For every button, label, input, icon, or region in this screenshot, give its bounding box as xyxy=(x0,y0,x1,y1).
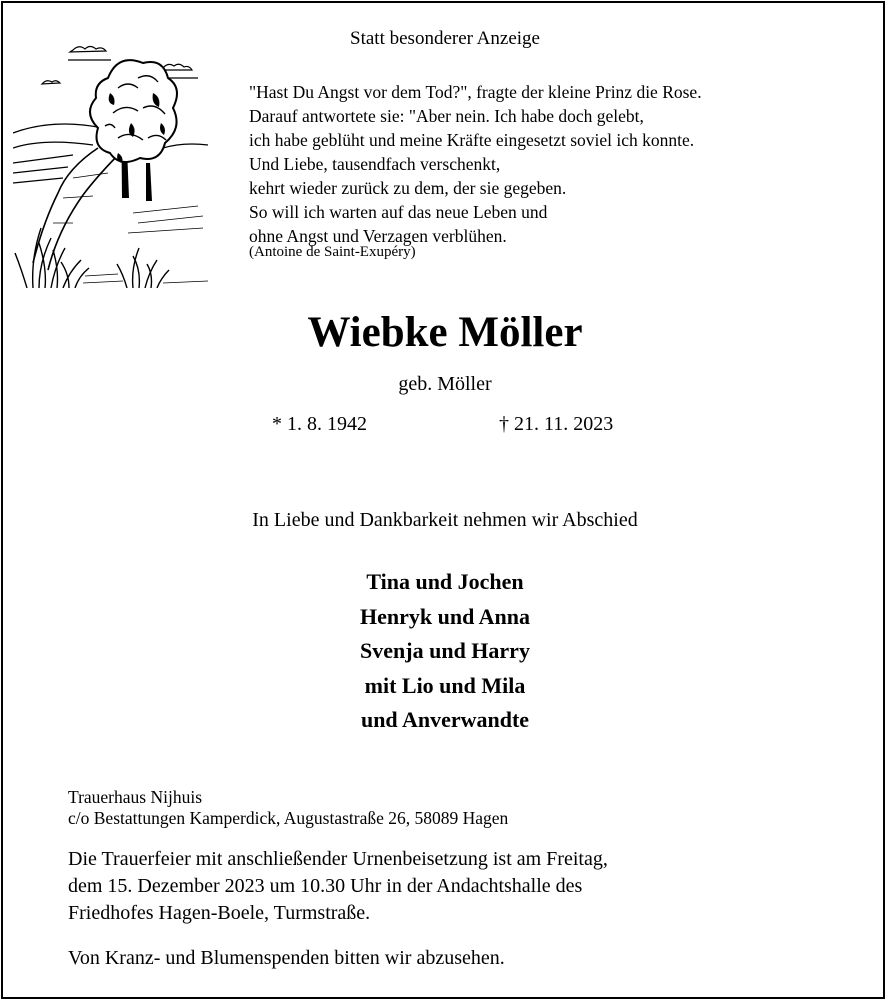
maiden-name: geb. Möller xyxy=(398,373,492,395)
poem-line: ich habe geblüht und meine Kräfte eingesetzt soviel ich konnte. xyxy=(249,130,695,150)
poem-attribution: (Antoine de Saint-Exupéry) xyxy=(249,244,416,260)
poem-line: ohne Angst und Verzagen verblühen. xyxy=(249,226,507,246)
address-line: Trauerhaus Nijhuis xyxy=(68,787,203,807)
farewell-line: In Liebe und Dankbarkeit nehmen wir Abschied xyxy=(252,509,638,531)
mourner-entry: und Anverwandte xyxy=(360,707,530,732)
mourner-entry: Tina und Jochen xyxy=(366,569,524,594)
mourner-entry: mit Lio und Mila xyxy=(364,672,526,698)
obituary-notice xyxy=(1,1,885,999)
service-details xyxy=(68,846,608,927)
mourner-entry: Svenja und Harry xyxy=(360,638,530,663)
mourners-list xyxy=(3,565,886,738)
poem-line: So will ich warten auf das neue Leben und xyxy=(249,202,548,222)
mourner-entry: Henryk und Anna xyxy=(360,603,530,629)
wreath-note: Von Kranz- und Blumenspenden bitten wir abzusehen. xyxy=(68,947,505,969)
deceased-name: Wiebke Möller xyxy=(307,309,583,356)
address-line: c/o Bestattungen Kamperdick, Augustastraße 26, 58089 Hagen xyxy=(68,808,509,828)
poem-line: kehrt wieder zurück zu dem, der sie gegeben. xyxy=(249,178,567,198)
service-line: dem 15. Dezember 2023 um 10.30 Uhr in der Andachtshalle des xyxy=(68,875,583,897)
service-line: Die Trauerfeier mit anschließender Urnenbeisetzung ist am Freitag, xyxy=(68,848,608,870)
poem-line: Und Liebe, tausendfach verschenkt, xyxy=(249,154,501,174)
death-date: † 21. 11. 2023 xyxy=(499,413,614,435)
notice-header: Statt besonderer Anzeige xyxy=(350,28,540,49)
mourning-address xyxy=(68,787,508,829)
poem xyxy=(249,80,702,248)
poem-line: Darauf antwortete sie: "Aber nein. Ich habe doch gelebt, xyxy=(249,106,644,126)
birth-date: * 1. 8. 1942 xyxy=(272,413,367,435)
tree-landscape-icon xyxy=(13,38,213,288)
service-line: Friedhofes Hagen-Boele, Turmstraße. xyxy=(68,902,371,924)
poem-line: "Hast Du Angst vor dem Tod?", fragte der kleine Prinz die Rose. xyxy=(249,82,702,102)
